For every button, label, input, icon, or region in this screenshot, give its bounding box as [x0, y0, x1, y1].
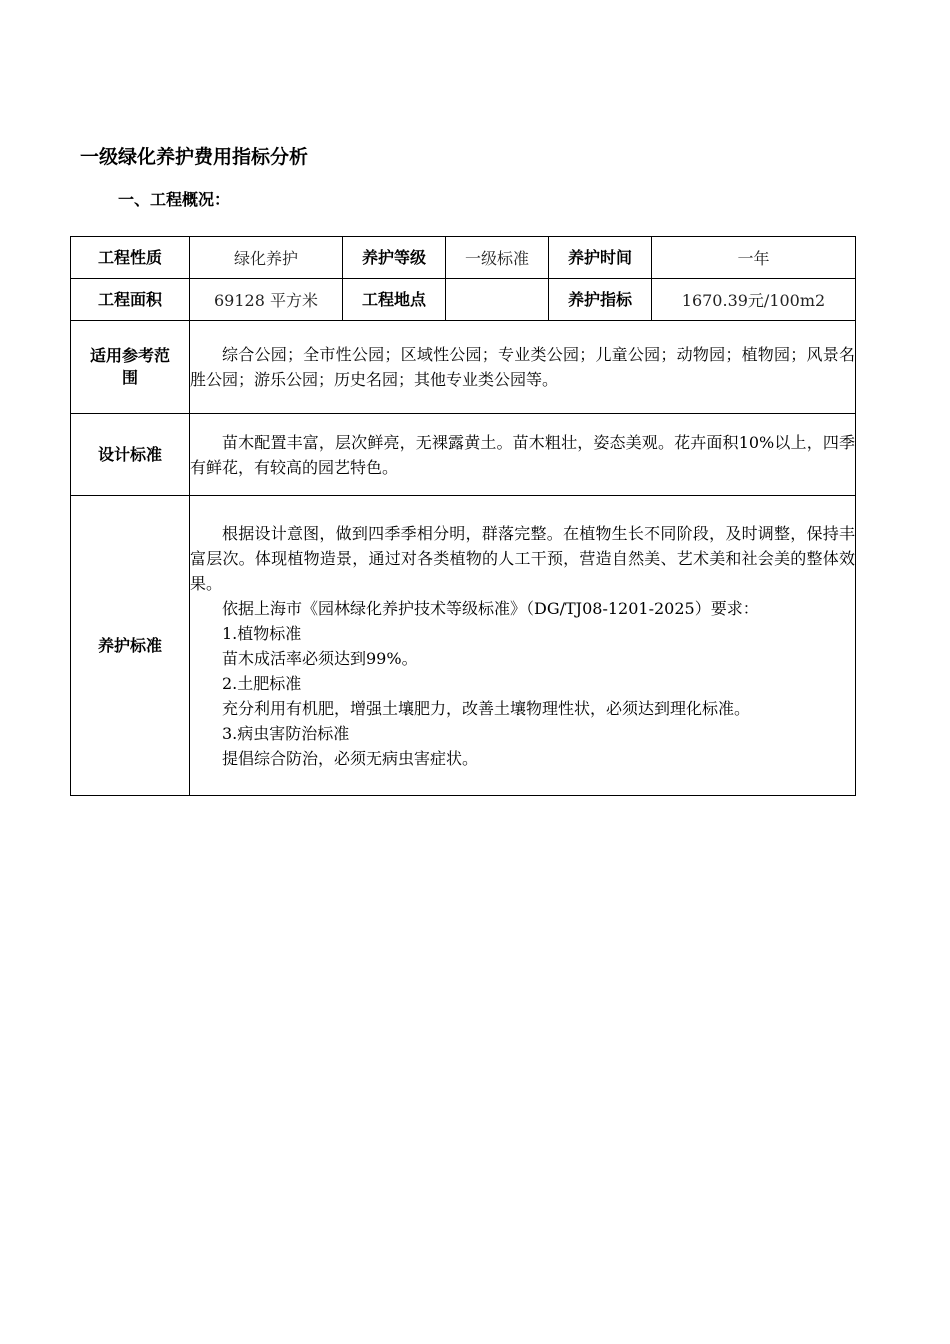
value-nature: 绿化养护 [190, 237, 343, 279]
page-title: 一级绿化养护费用指标分析 [80, 146, 309, 168]
label-design: 设计标准 [71, 414, 190, 496]
scope-cell [190, 321, 856, 414]
project-overview-table [70, 236, 856, 796]
item1-title: 1.植物标准 [222, 623, 302, 643]
label-nature: 工程性质 [71, 237, 190, 279]
label-maintenance: 养护标准 [71, 496, 190, 796]
label-location: 工程地点 [343, 279, 446, 321]
scope-text: 综合公园；全市性公园；区域性公园；专业类公园；儿童公园；动物园；植物园；风景名胜公园；游乐公园；历史名园；其他专业类公园等。 [190, 345, 855, 389]
maintenance-cell [190, 496, 856, 796]
item3-text: 提倡综合防治，必须无病虫害症状。 [222, 748, 479, 768]
label-area: 工程面积 [71, 279, 190, 321]
item3-title: 3.病虫害防治标准 [222, 723, 350, 743]
item2-text: 充分利用有机肥，增强土壤肥力，改善土壤物理性状，必须达到理化标准。 [222, 698, 751, 718]
label-grade: 养护等级 [343, 237, 446, 279]
design-text: 苗木配置丰富，层次鲜亮，无裸露黄土。苗木粗壮，姿态美观。花卉面积10%以上，四季有鲜花，有较高的园艺特色。 [190, 432, 855, 477]
item2-title: 2.土肥标准 [222, 673, 302, 693]
table-row [71, 414, 856, 496]
value-grade: 一级标准 [446, 237, 549, 279]
maintenance-basis: 依据上海市《园林绿化养护技术等级标准》（DG/TJ08-1201-2025）要求： [222, 598, 759, 618]
maintenance-intro: 根据设计意图，做到四季季相分明，群落完整。在植物生长不同阶段，及时调整，保持丰富层次。体现植物造景，通过对各类植物的人工干预，营造自然美、艺术美和社会美的整体效果。 [190, 523, 855, 593]
table-row [71, 279, 856, 321]
table-row [71, 496, 856, 796]
value-area: 69128 平方米 [190, 279, 343, 321]
design-cell [190, 414, 856, 496]
value-location [446, 279, 549, 321]
value-index: 1670.39元/100m2 [652, 279, 856, 321]
label-index: 养护指标 [549, 279, 652, 321]
label-period: 养护时间 [549, 237, 652, 279]
value-period: 一年 [652, 237, 856, 279]
item1-text: 苗木成活率必须达到99%。 [222, 648, 418, 668]
table-row [71, 237, 856, 279]
label-scope: 适用参考范围 [71, 321, 190, 414]
table-row [71, 321, 856, 414]
section-title: 一、工程概况： [118, 190, 231, 209]
